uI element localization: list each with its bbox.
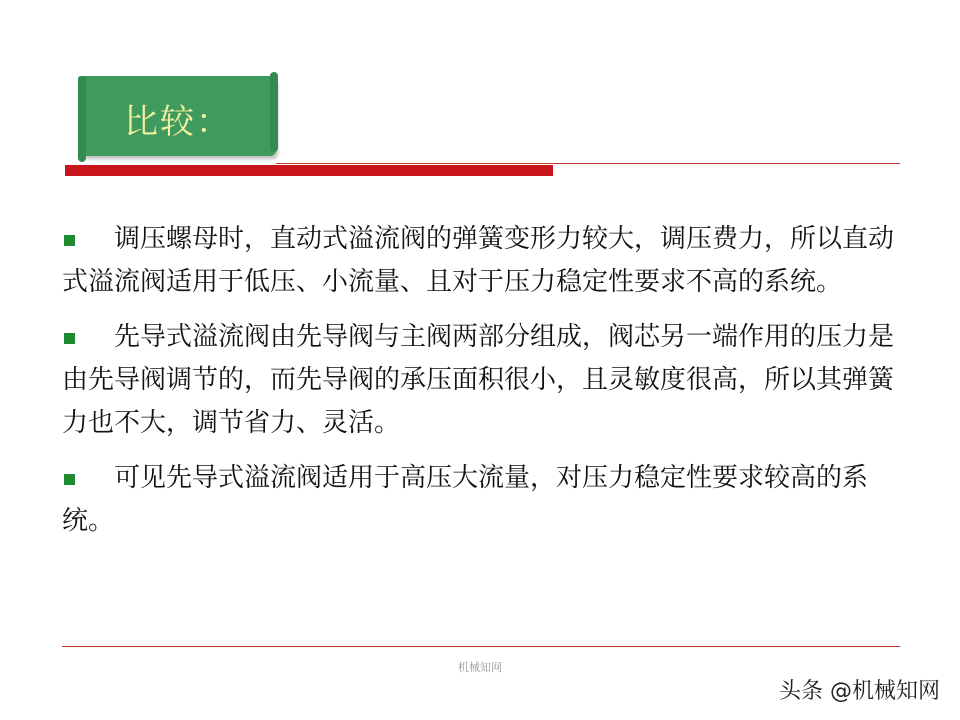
title-accent-bar — [65, 165, 553, 176]
paragraph-text: 先导式溢流阀由先导阀与主阀两部分组成，阀芯另一端作用的压力是由先导阀调节的，而先导阀的承压面积很小，且灵敏度很高，所以其弹簧力也不大，调节省力、灵活。 — [62, 322, 895, 438]
square-bullet-icon — [64, 474, 75, 485]
square-bullet-icon — [64, 235, 75, 246]
square-bullet-icon — [64, 333, 75, 344]
footer-divider-line — [62, 646, 900, 647]
slide-content — [62, 218, 902, 555]
footer-label: 机械知网 — [458, 661, 502, 674]
watermark: 头条 @机械知网 — [779, 679, 940, 704]
paragraph-text: 可见先导式溢流阀适用于高压大流量，对压力稳定性要求较高的系统。 — [62, 463, 869, 536]
title-divider-line — [276, 163, 900, 164]
slide-title: 比较： — [124, 102, 232, 142]
paragraph-3 — [62, 457, 902, 543]
title-banner — [80, 76, 276, 156]
paragraph-2 — [62, 316, 902, 445]
paragraph-1 — [62, 218, 902, 304]
paragraph-text: 调压螺母时，直动式溢流阀的弹簧变形力较大，调压费力，所以直动式溢流阀适用于低压、小流量、且对于压力稳定性要求不高的系统。 — [62, 224, 895, 297]
